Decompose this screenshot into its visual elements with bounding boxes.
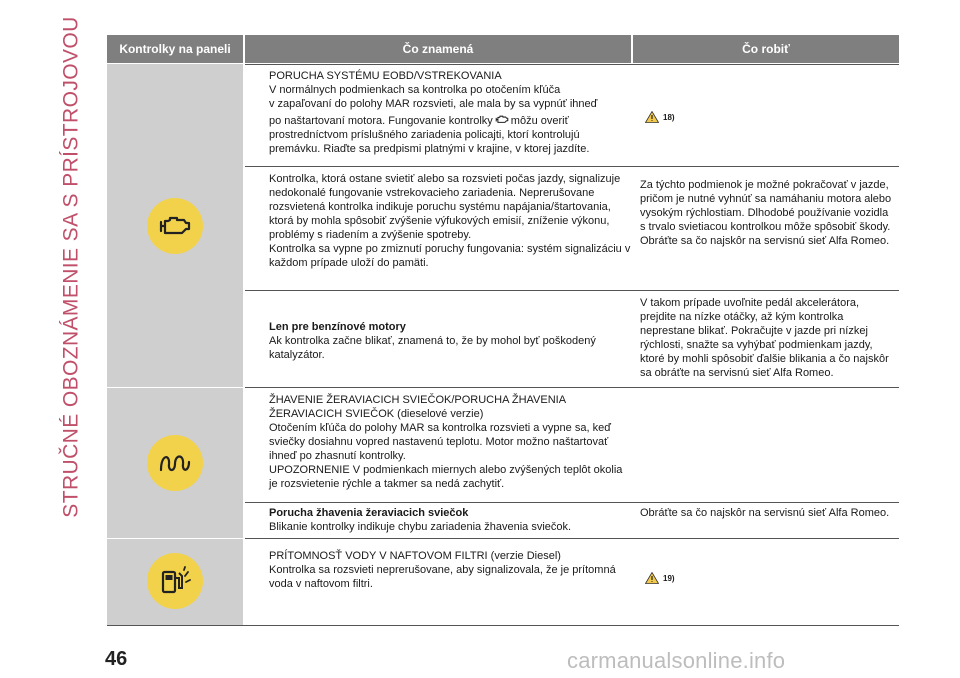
text-line: v zapaľovaní do polohy MAR rozsvieti, ale mala by sa vypnúť ihneď [269,98,598,110]
icon-cell-water-in-fuel [107,539,243,625]
table-bottom-line [107,625,899,626]
warning-triangle-icon [645,111,659,123]
reference-number: 18) [663,112,675,122]
text-paragraph: Kontrolka sa rozsvieti neprerušovane, aby signalizovala, že je prítomná voda v naftovom filtri. [269,564,616,590]
side-title-text: STRUČNÉ OBOZNÁMENIE SA S PRÍSTROJOVOU [60,16,83,518]
text-paragraph: Kontrolka, ktorá ostane svietiť alebo sa rozsvieti počas jazdy, signalizuje nedokonalé fungovanie vstrekovacieho zariadenia. Neprerušovane rozsvietená kontrolka indikuje poruchu systému napájania/štartovania, ktorá by mohla spôsobiť zvýšenie výfukových emisií, zníženie výkonu, problémy s riadením a zvýšenie spotreby. [269,173,621,241]
text-fragment: môžu overiť [510,115,569,127]
text-paragraph: Obráťte sa čo najskôr na servisnú sieť Alfa Romeo. [640,507,890,519]
row-divider [245,64,899,65]
eobd-petrol-action [640,296,898,380]
warning-reference-18 [645,111,675,123]
text-paragraph: Kontrolka sa vypne po zmiznutí poruchy fungovania: systém signalizáciu v každom prípade uloží do pamäti. [269,243,631,269]
engine-icon [147,198,203,254]
glow-plug-failure-action [640,506,895,520]
watermark: carmanualsonline.info [567,648,786,673]
glow-plug-description [269,393,631,491]
text-paragraph: V takom prípade uvoľnite pedál akcelerátora, prejdite na nízke otáčky, až kým kontrolka neprestane blikať. Pokračujte v jazde pri nízkej rýchlosti, snažte sa vyhýbať podmienkam jazdy, ktoré by mohli spôsobiť ďalšie blikania a čo najskôr sa obráťte na servisnú sieť Alfa Romeo. [640,297,889,379]
text-paragraph: Otočením kľúča do polohy MAR sa kontrolka rozsvieti a vypne sa, keď sviečky dosiahnu vopred nastavenú teplotu. Motor možno naštartovať ihneď po zhasnutí kontrolky. [269,422,611,462]
section-subtitle: Len pre benzínové motory [269,321,406,333]
text-line: V normálnych podmienkach sa kontrolka po otočením kľúča [269,84,561,96]
warning-reference-19 [645,572,675,584]
text-paragraph: Blikanie kontrolky indikuje chybu zariadenia žhavenia sviečok. [269,521,572,533]
water-in-fuel-icon [147,553,203,609]
text-paragraph: Za týchto podmienok je možné pokračovať v jazde, pričom je nutné vyhnúť sa namáhaniu motora alebo vysokým rýchlostiam. Dlhodobé používanie vozidla s trvalo svietiacou kontrolkou môže spôsobiť škody. [640,179,892,233]
header-col-action: Čo robiť [633,35,899,63]
row-divider [245,387,899,388]
text-line: premávku. Riaďte sa predpismi platnými v krajine, v ktorej jazdíte. [269,143,590,155]
side-title [52,16,92,518]
icon-cell-engine [107,64,243,387]
warning-lights-table [107,35,899,625]
row-divider [245,290,899,291]
engine-inline-icon [495,114,509,125]
text-paragraph: UPOZORNENIE V podmienkach miernych alebo zvýšených teplôt okolia je rozsvietenie rýchle a takmer sa nedá zachytiť. [269,464,623,490]
row-divider [245,166,899,167]
section-title: PRÍTOMNOSŤ VODY V NAFTOVOM FILTRI (verzie Diesel) [269,550,561,562]
header-col-indicators: Kontrolky na paneli [107,35,243,63]
header-col-meaning: Čo znamená [245,35,631,63]
eobd-description [269,69,629,156]
water-in-fuel-description [269,549,631,591]
glow-plug-icon [147,435,203,491]
text-line [269,114,629,128]
eobd-petrol-description [269,320,629,362]
section-title: ŽERAVIACICH SVIEČOK (dieselové verzie) [269,408,484,420]
row-divider [245,538,899,539]
warning-triangle-icon [645,572,659,584]
row-divider [245,502,899,503]
text-paragraph: Ak kontrolka začne blikať, znamená to, že by mohol byť poškodený katalyzátor. [269,335,596,361]
eobd-steady-description [269,172,631,270]
glow-plug-failure-description [269,506,631,534]
section-subtitle: Porucha žhavenia žeraviacich sviečok [269,507,469,519]
eobd-title: PORUCHA SYSTÉMU EOBD/VSTREKOVANIA [269,70,502,82]
reference-number: 19) [663,573,675,583]
section-title: ŽHAVENIE ŽERAVIACICH SVIEČOK/PORUCHA ŽHAVENIA [269,394,567,406]
text-paragraph: Obráťte sa čo najskôr na servisnú sieť Alfa Romeo. [640,235,890,247]
page-number: 46 [105,648,128,670]
text-line: prostredníctvom príslušného zariadenia policajti, ktorí kontrolujú [269,129,580,141]
eobd-steady-action [640,178,895,248]
icon-cell-glow-plug [107,388,243,538]
text-fragment: po naštartovaní motora. Fungovanie kontrolky [269,115,493,127]
